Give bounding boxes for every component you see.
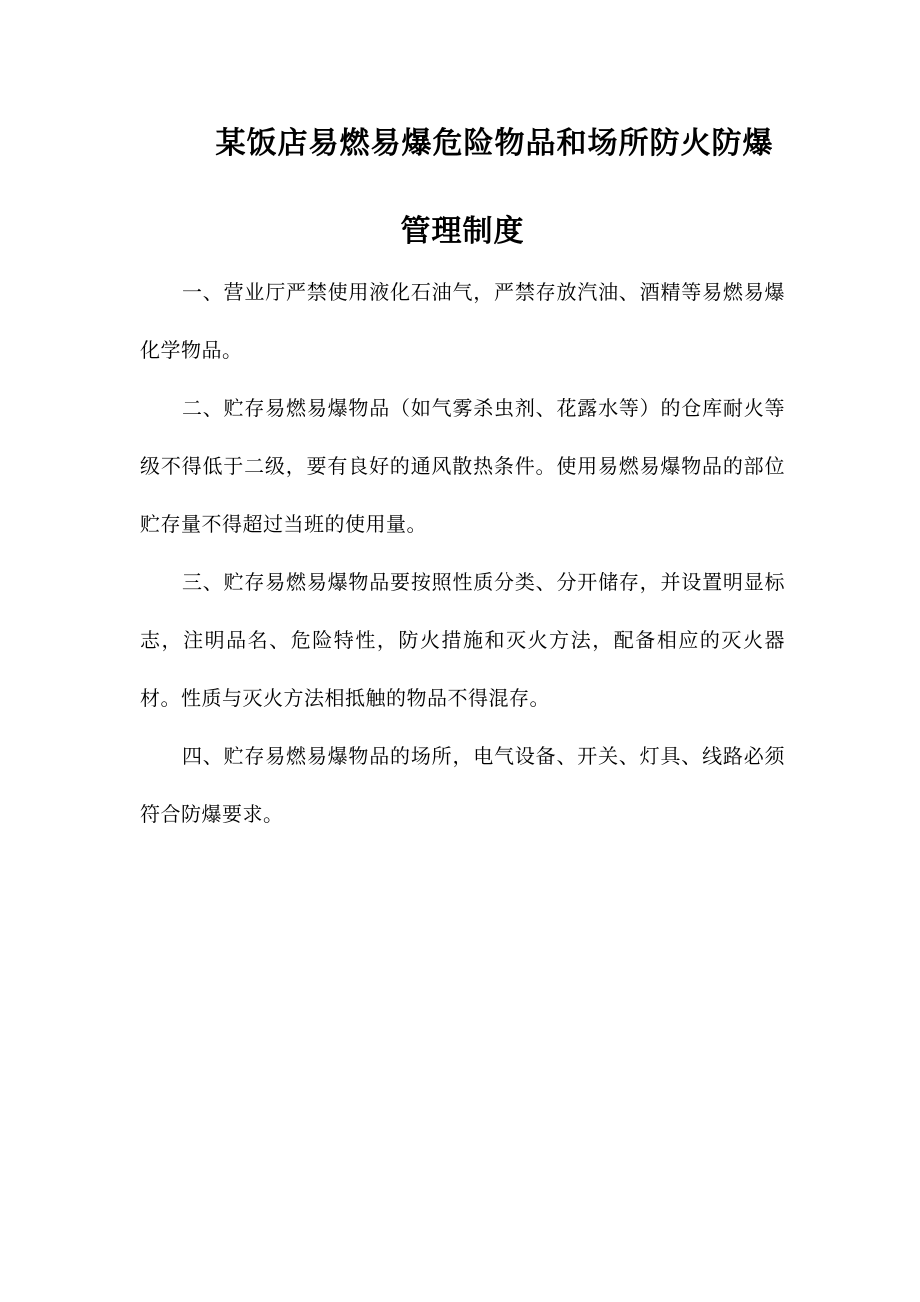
document-body: [140, 263, 785, 843]
paragraph-2: 二、贮存易燃易爆物品（如气雾杀虫剂、花露水等）的仓库耐火等级不得低于二级，要有良好的通风散热条件。使用易燃易爆物品的部位贮存量不得超过当班的使用量。: [140, 396, 785, 536]
paragraph-1: 一、营业厅严禁使用液化石油气，严禁存放汽油、酒精等易燃易爆化学物品。: [140, 280, 785, 362]
document-title: 某饭店易燃易爆危险物品和场所防火防爆管理制度: [215, 126, 774, 249]
paragraph-4: 四、贮存易燃易爆物品的场所，电气设备、开关、灯具、线路必须符合防爆要求。: [140, 744, 785, 826]
paragraph-3: 三、贮存易燃易爆物品要按照性质分类、分开储存，并设置明显标志，注明品名、危险特性，防火措施和灭火方法，配备相应的灭火器材。性质与灭火方法相抵触的物品不得混存。: [140, 570, 785, 710]
